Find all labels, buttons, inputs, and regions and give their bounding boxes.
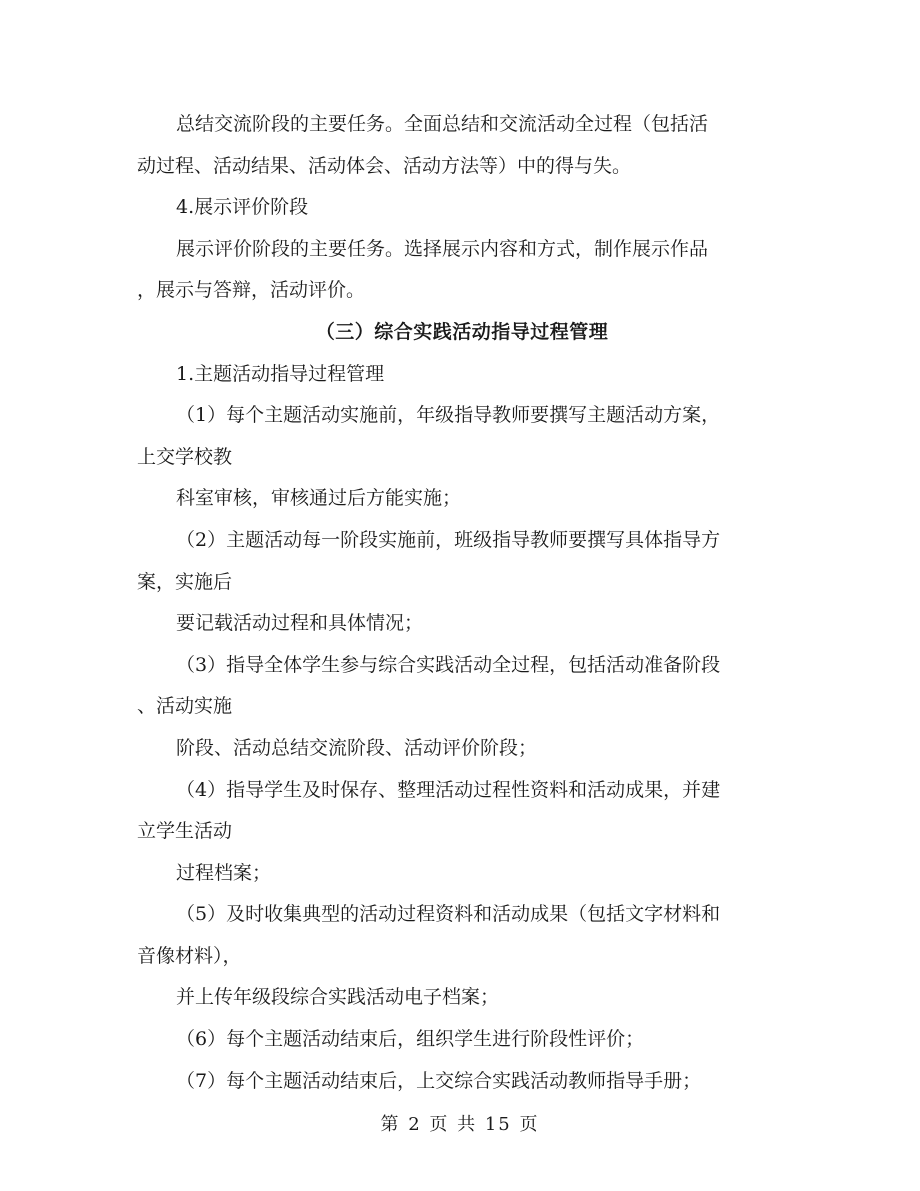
text-line: 科室审核，审核通过后方能实施； xyxy=(176,487,462,510)
text-line: （6）每个主题活动结束后，组织学生进行阶段性评价； xyxy=(176,1028,645,1051)
text-line: 立学生活动 xyxy=(137,820,233,843)
text-line: （2）主题活动每一阶段实施前，班级指导教师要撰写具体指导方 xyxy=(176,528,721,551)
text-line: ，展示与答辩，活动评价。 xyxy=(137,279,366,302)
text-line: 音像材料）， xyxy=(137,944,242,967)
text-line: （1）每个主题活动实施前，年级指导教师要撰写主题活动方案， xyxy=(176,404,721,427)
text-line: （5）及时收集典型的活动过程资料和活动成果（包括文字材料和 xyxy=(176,903,721,926)
text-line: 并上传年级段综合实践活动电子档案； xyxy=(176,986,500,1009)
text-line: 1.主题活动指导过程管理 xyxy=(176,362,385,385)
section-heading: （三）综合实践活动指导过程管理 xyxy=(315,320,609,343)
text-line: 4.展示评价阶段 xyxy=(176,196,309,219)
text-line: 动过程、活动结果、活动体会、活动方法等）中的得与失。 xyxy=(137,154,632,177)
text-line: 展示评价阶段的主要任务。选择展示内容和方式，制作展示作品 xyxy=(176,237,709,260)
text-line: （4）指导学生及时保存、整理活动过程性资料和活动成果，并建 xyxy=(176,778,721,801)
text-line: （7）每个主题活动结束后，上交综合实践活动教师指导手册； xyxy=(176,1069,702,1092)
text-line: 过程档案； xyxy=(176,861,272,884)
text-line: 总结交流阶段的主要任务。全面总结和交流活动全过程（包括活 xyxy=(176,113,709,135)
text-line: 、活动实施 xyxy=(137,695,233,718)
document-body xyxy=(137,104,787,1102)
text-line: 案，实施后 xyxy=(137,570,233,593)
text-line: 上交学校教 xyxy=(137,445,233,468)
text-line: 阶段、活动总结交流阶段、活动评价阶段； xyxy=(176,736,538,759)
page-footer: 第 2 页 共 15 页 xyxy=(380,1114,540,1135)
text-line: 要记载活动过程和具体情况； xyxy=(176,612,424,635)
text-line: （3）指导全体学生参与综合实践活动全过程，包括活动准备阶段 xyxy=(176,653,721,676)
